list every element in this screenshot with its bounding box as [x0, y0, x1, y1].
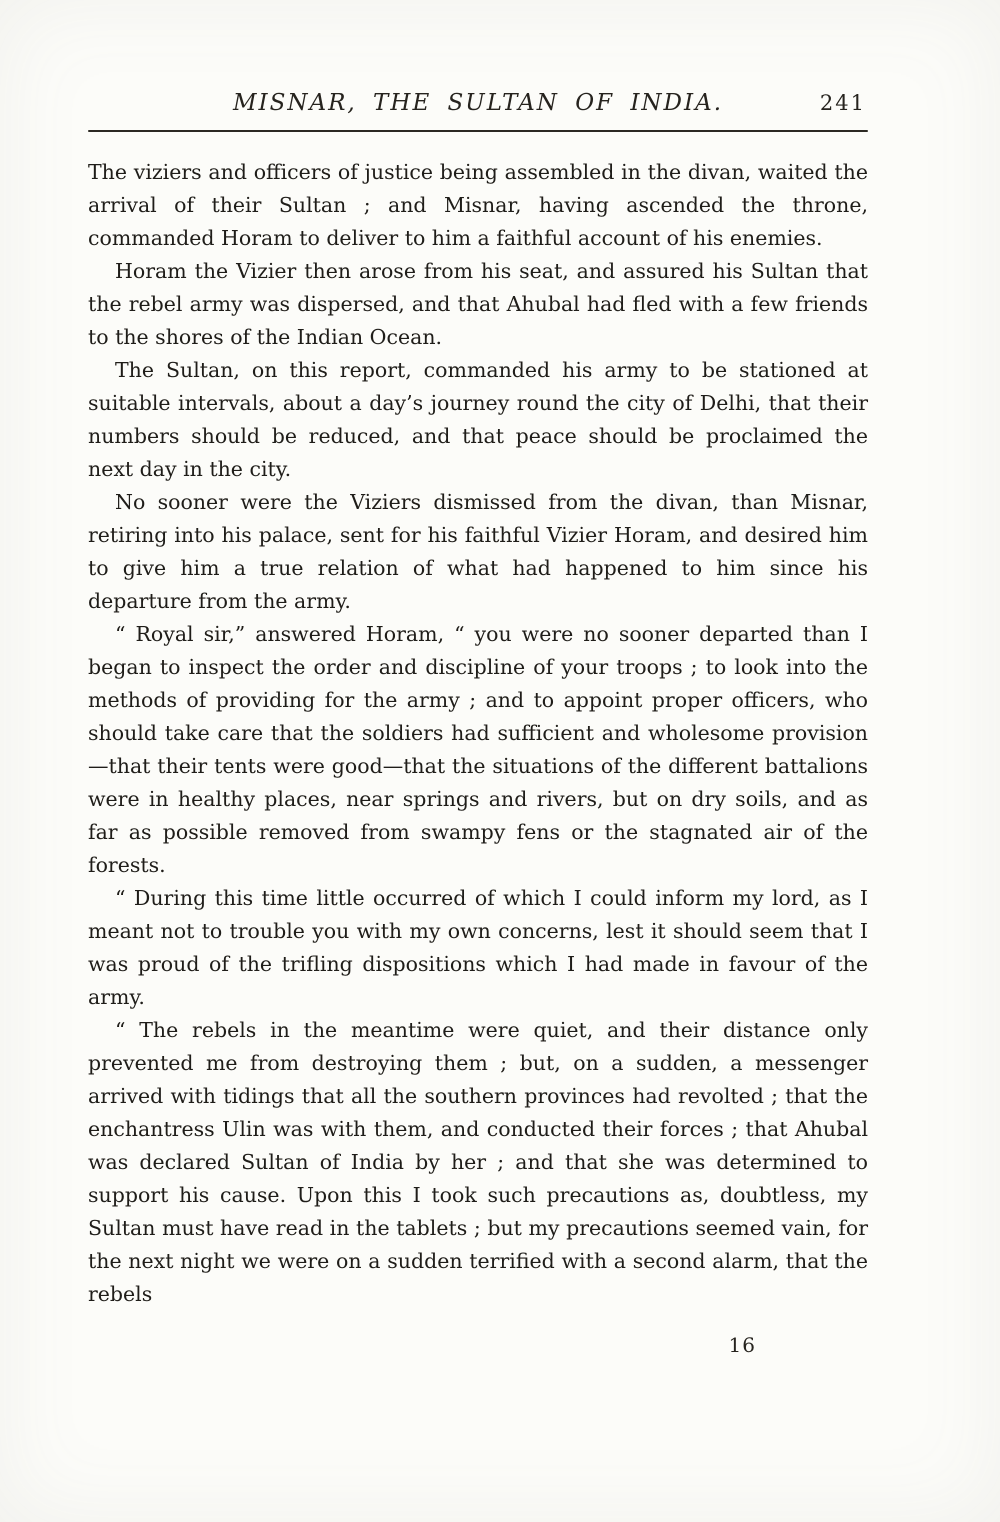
paragraph: The Sultan, on this report, commanded his army to be stationed at suitable intervals, about a day’s journey round the city of Delhi, that their numbers should be reduced, and that peace should be proclaimed the next day in the city.	[88, 358, 868, 481]
paragraph: “ The rebels in the meantime were quiet, and their distance only prevented me from destroying them ; but, on a sudden, a messenger arrived with tidings that all the southern provinces had revolted ; that the enchantress Ulin was with them, and conducted their forces ; that Ahubal was declared Sultan of India by her ; and that she was determined to support his cause. Upon this I took such precautions as, doubtless, my Sultan must have read in the tablets ; but my precautions seemed vain, for the next night we were on a sudden terrified with a second alarm, that the rebels	[88, 1018, 868, 1306]
paragraph: Horam the Vizier then arose from his seat, and assured his Sultan that the rebel army was dispersed, and that Ahubal had fled with a few friends to the shores of the Indian Ocean.	[88, 259, 868, 349]
paragraph: “ During this time little occurred of which I could inform my lord, as I meant not to trouble you with my own concerns, lest it should seem that I was proud of the trifling dispositions which I had made in favour of the army.	[88, 886, 868, 1009]
page-title: MISNAR, THE SULTAN OF INDIA.	[232, 90, 723, 116]
header-rule	[88, 130, 868, 132]
page-number: 241	[819, 91, 866, 115]
page-body	[88, 156, 868, 1311]
paragraph: “ Royal sir,” answered Horam, “ you were no sooner departed than I began to inspect the order and discipline of your troops ; to look into the methods of providing for the army ; and to appoint proper officers, who should take care that the soldiers had sufficient and wholesome provision—that their tents were good—that the situations of the different battalions were in healthy places, near springs and rivers, but on dry soils, and as far as possible removed from swampy fens or the stagnated air of the forests.	[88, 622, 868, 877]
page-footer	[88, 1333, 868, 1357]
running-header	[88, 90, 868, 124]
signature-mark: 16	[728, 1333, 756, 1357]
paragraph: The viziers and officers of justice being assembled in the divan, waited the arrival of their Sultan ; and Misnar, having ascended the throne, commanded Horam to deliver to him a faithful account of his enemies.	[88, 160, 868, 250]
paragraph: No sooner were the Viziers dismissed from the divan, than Misnar, retiring into his palace, sent for his faithful Vizier Horam, and desired him to give him a true relation of what had happened to him since his departure from the army.	[88, 490, 868, 613]
